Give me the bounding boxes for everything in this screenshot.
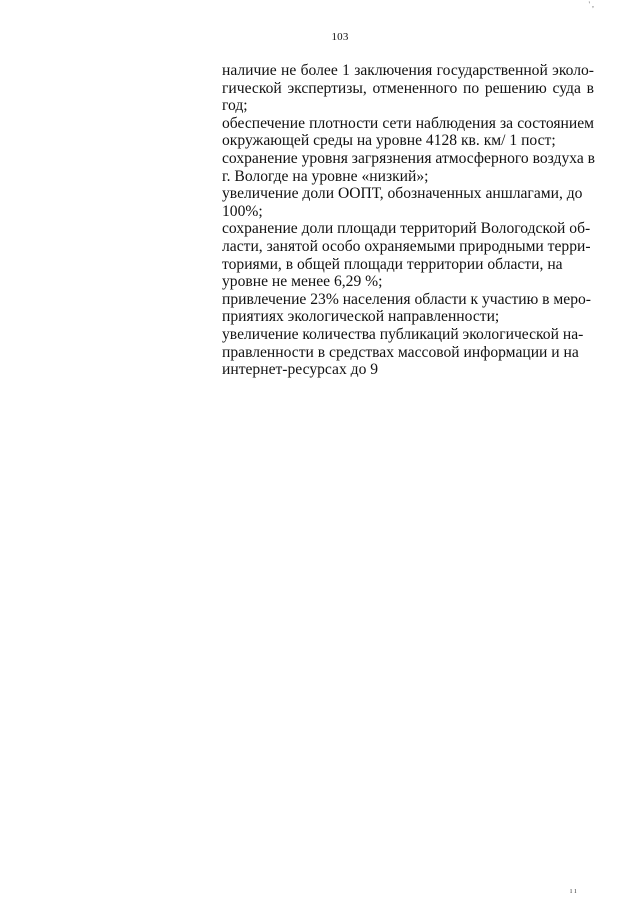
text-line: привлечение 23% населения области к участию в меро- bbox=[222, 290, 592, 308]
bottom-mark: ı ı bbox=[570, 886, 577, 895]
text-line: приятиях экологической направленности; bbox=[222, 308, 500, 326]
text-line: наличие не более 1 заключения государственной эколо- bbox=[222, 62, 594, 79]
text-line: гической экспертизы, отмененного по решению суда в bbox=[222, 79, 594, 97]
text-line: г. Вологде на уровне «низкий»; bbox=[222, 167, 429, 185]
text-line: сохранение доли площади территорий Вологодской об- bbox=[222, 220, 591, 238]
text-line: интернет-ресурсах до 9 bbox=[222, 361, 379, 379]
text-line: сохранение уровня загрязнения атмосферного воздуха в bbox=[222, 149, 596, 167]
text-line: ласти, занятой особо охраняемыми природными терри- bbox=[222, 237, 591, 255]
text-line: уровне не менее 6,29 %; bbox=[222, 273, 383, 291]
corner-mark: ' , bbox=[588, 0, 594, 9]
text-line: окружающей среды на уровне 4128 кв. км/ 1 пост; bbox=[222, 132, 556, 150]
text-line: ториями, в общей площади территории области, на bbox=[222, 255, 563, 273]
text-line: увеличение доли ООПТ, обозначенных аншлагами, до bbox=[222, 185, 583, 203]
text-line: обеспечение плотности сети наблюдения за состоянием bbox=[222, 114, 594, 132]
page-number: 103 bbox=[331, 31, 349, 43]
document-body bbox=[222, 62, 594, 379]
text-line: 100%; bbox=[222, 202, 263, 220]
text-line: увеличение количества публикаций экологической на- bbox=[222, 325, 584, 343]
text-line: год; bbox=[222, 97, 248, 115]
text-line: правленности в средствах массовой информации и на bbox=[222, 343, 579, 361]
